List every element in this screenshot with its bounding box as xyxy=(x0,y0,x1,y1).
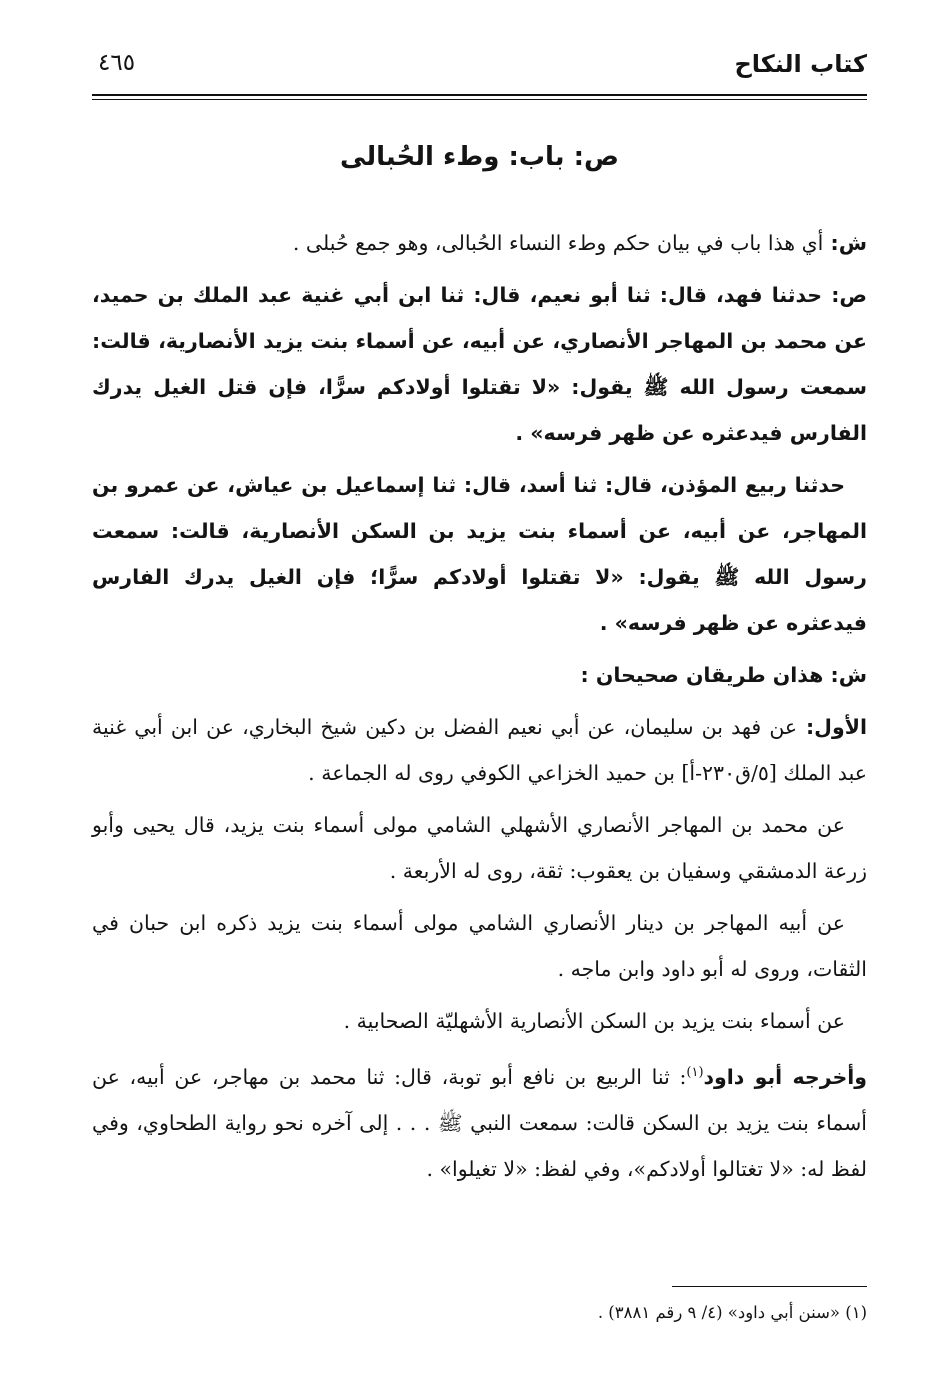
book-title: كتاب النكاح xyxy=(734,50,867,78)
paragraph-sharh-intro xyxy=(92,220,867,266)
paragraph-label: ص: xyxy=(822,283,867,307)
paragraph-hadith-2 xyxy=(92,462,867,646)
paragraph-text: هذان طريقان صحيحان : xyxy=(580,663,824,687)
paragraph-text: عن فهد بن سليمان، عن أبي نعيم الفضل بن دكين شيخ البخاري، عن ابن أبي غنية عبد الملك [٥/ق٢٣٠-أ] بن حميد الخزاعي الكوفي روى له الجماعة . xyxy=(92,715,867,785)
paragraph-narrator-muhajir xyxy=(92,900,867,992)
paragraph-label: الأول: xyxy=(797,715,867,739)
paragraph-text: حدثنا ربيع المؤذن، قال: ثنا أسد، قال: ثنا إسماعيل بن عياش، عن عمرو بن المهاجر، عن أبيه، عن أسماء بنت يزيد بن السكن الأنصارية، قالت: سمعت رسول الله ﷺ يقول: «لا تقتلوا أولادكم سرًّا؛ فإن الغيل يدرك الفارس فيدعثره عن ظهر فرسه» . xyxy=(92,473,867,635)
paragraph-narrator-muhammad xyxy=(92,802,867,894)
page-header xyxy=(92,44,867,94)
paragraph-label: ش: xyxy=(823,231,867,255)
paragraph-two-paths xyxy=(92,652,867,698)
paragraph-text: عن أسماء بنت يزيد بن السكن الأنصارية الأشهليّة الصحابية . xyxy=(343,1009,845,1033)
paragraph-label: ش: xyxy=(823,663,867,687)
footnote-separator xyxy=(672,1286,867,1287)
paragraph-abu-dawud xyxy=(92,1050,867,1192)
paragraph-text: أي هذا باب في بيان حكم وطء النساء الحُبالى، وهو جمع حُبلى . xyxy=(292,231,824,255)
paragraph-text: حدثنا فهد، قال: ثنا أبو نعيم، قال: ثنا ابن أبي غنية عبد الملك بن حميد، عن محمد بن المهاجر الأنصاري، عن أبيه، عن أسماء بنت يزيد الأنصارية، قالت: سمعت رسول الله ﷺ يقول: «لا تقتلوا أولادكم سرًّا، فإن قتل الغيل يدرك الفارس فيدعثره عن ظهر فرسه» . xyxy=(92,283,867,445)
body-text xyxy=(92,220,867,1198)
footnote-reference[interactable]: (١) xyxy=(686,1065,704,1080)
page-number: ٤٦٥ xyxy=(98,50,136,76)
paragraph-hadith-1 xyxy=(92,272,867,456)
header-rule-thick xyxy=(92,94,867,96)
paragraph-text: : ثنا الربيع بن نافع أبو توبة، قال: ثنا محمد بن مهاجر، عن أبيه، عن أسماء بنت يزيد بن السكن قالت: سمعت النبي ﷺ . . . إلى آخره نحو رواية الطحاوي، وفي لفظ له: «لا تغتالوا أولادكم»، وفي لفظ: «لا تغيلوا» . xyxy=(92,1064,867,1181)
chapter-heading: ص: باب: وطء الحُبالى xyxy=(340,142,619,172)
footnote: (١) «سنن أبي داود» (٤/ ٩ رقم ٣٨٨١) . xyxy=(597,1303,867,1322)
paragraph-label: وأخرجه أبو داود xyxy=(703,1064,867,1089)
paragraph-text: عن محمد بن المهاجر الأنصاري الأشهلي الشامي مولى أسماء بنت يزيد، قال يحيى وأبو زرعة الدمشقي وسفيان بن يعقوب: ثقة، روى له الأربعة . xyxy=(92,813,867,883)
paragraph-first-path xyxy=(92,704,867,796)
paragraph-text: عن أبيه المهاجر بن دينار الأنصاري الشامي مولى أسماء بنت يزيد ذكره ابن حبان في الثقات، وروى له أبو داود وابن ماجه . xyxy=(92,911,867,981)
paragraph-narrator-asma xyxy=(92,998,867,1044)
header-rule-thin xyxy=(92,99,867,100)
